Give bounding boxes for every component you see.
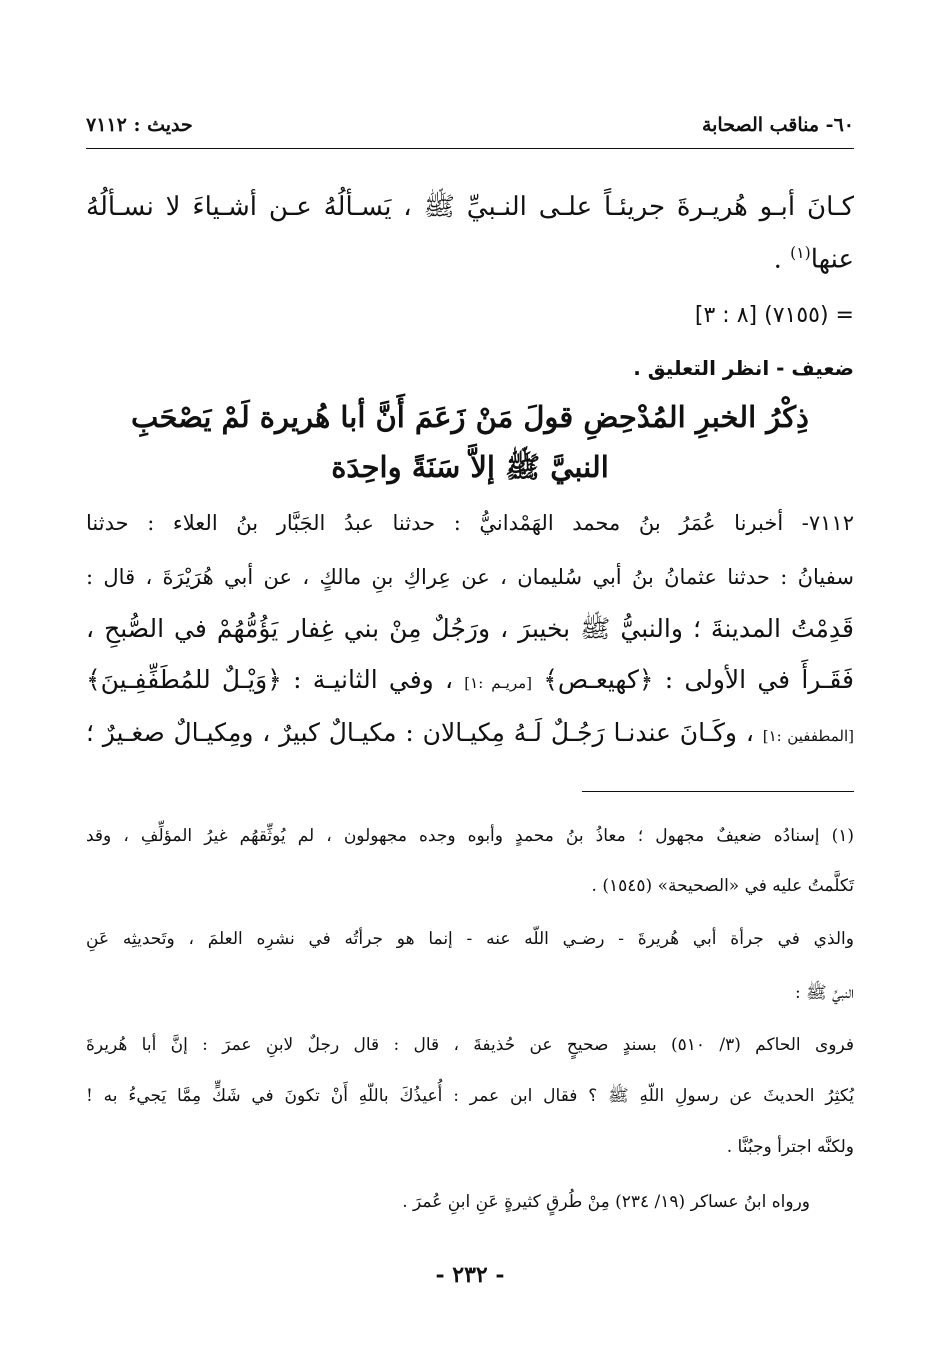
prev-hadith-end: . bbox=[773, 244, 791, 275]
prev-hadith-line-1: كـانَ أبـو هُريـرةَ جريئـاً علـى النـبيِّ ﷺ ، يَسـألُهُ عـن أشـياءَ لا نسـألُهُ bbox=[86, 192, 854, 222]
matn-line-2 bbox=[86, 665, 854, 694]
footnote-marker: (١) bbox=[790, 244, 811, 262]
isnad-line-2: سفيانُ : حدثنا عثمانُ بنُ أبي سُليمان ، عن عِراكِ بنِ مالكٍ ، عن أبي هُرَيْرَةَ ، قال : bbox=[86, 565, 854, 589]
matn-text-c: ، وكَـانَ عندنـا رَجُـلٌ لَـهُ مِكيـالان : مكيـالٌ كبيرٌ ، ومِكيـالٌ صغـيرٌ ؛ bbox=[86, 718, 763, 747]
quran-ref-mutaffifin: [المطففين :١] bbox=[762, 727, 854, 745]
footnote-para-3-line-3: ولكنَّه اجترأ وجبُنَّا . bbox=[726, 1137, 854, 1157]
prev-hadith-line-2 bbox=[86, 244, 854, 275]
footnote-1-line-2: تَكلَّمتُ عليه في «الصحيحة» (١٥٤٥) . bbox=[591, 876, 854, 896]
matn-line-3 bbox=[86, 718, 854, 747]
hadith-reference: حديث : ٧١١٢ bbox=[86, 114, 193, 136]
matn-text-a: فَقَـرأَ في الأولى : ﴿كهيعـص﴾ bbox=[532, 665, 854, 694]
chapter-title-line-2: النبيَّ ﷺ إلاَّ سَنَةً واحِدَة bbox=[331, 450, 609, 484]
cross-reference: = (٧١٥٥) [٨ : ٣] bbox=[694, 303, 854, 328]
running-header bbox=[86, 108, 854, 149]
footnote-separator bbox=[582, 791, 854, 792]
footnote-1-line-1: (١) إسنادُه ضعيفٌ مجهول ؛ معاذُ بنُ محمدٍ وأبوه وجده مجهولون ، لم يُوثِّقهُم غيرُ المؤلِّفِ ، وقد bbox=[86, 826, 854, 846]
quran-ref-maryam: [مريـم :١] bbox=[464, 674, 532, 692]
hadith-grade: ضعيف - انظر التعليق . bbox=[633, 356, 854, 380]
page-number: - ٢٣٢ - bbox=[435, 1262, 505, 1288]
chapter-title-line-1: ذِكْرُ الخبرِ المُدْحِضِ قولَ مَنْ زَعَمَ أَنَّ أبا هُريرة لَمْ يَصْحَبِ bbox=[131, 400, 809, 434]
footnote-para-3-line-2: يُكثِرُ الحديثَ عن رسولِ اللّهِ ﷺ ؟ فقال ابن عمر : أُعيذُكَ باللّهِ أَنْ تكونَ في شَكٍّ مِمَّا يَجيءُ به ! bbox=[86, 1086, 854, 1106]
prev-hadith-text: عنها bbox=[810, 244, 854, 275]
footnote-para-2-line-1: والذي في جرأة أبي هُريرةَ - رضـي اللّه عنه - إنما هو جرأتُه في نشرِه العلمَ ، وتَحديثِه عَنِ bbox=[86, 929, 854, 949]
matn-text-b: ، وفي الثانيـة : ﴿وَيْـلٌ للمُطَفِّفِـينَ﴾ bbox=[86, 665, 465, 694]
footnote-para-4-line-1: ورواه ابنُ عساكر (١٩/ ٢٣٤) مِنْ طُرقٍ كثيرةٍ عَنِ ابنِ عُمرَ . bbox=[402, 1192, 810, 1212]
footnote-para-2-line-2: النبيِّ ﷺ : bbox=[795, 983, 854, 1003]
footnote-para-3-line-1: فروى الحاكم (٣/ ٥١٠) بسندٍ صحيحٍ عن حُذيفةَ ، قال : قال رجلٌ لابنِ عمرَ : إنَّ أبا هُريرةَ bbox=[86, 1035, 854, 1055]
matn-line-1: قَدِمْتُ المدينةَ ؛ والنبيُّ ﷺ بخيبرَ ، ورَجُلٌ مِنْ بني غِفار يَؤُمُّهُمْ في الصُّبحِ ، bbox=[86, 614, 854, 643]
isnad-line-1: ٧١١٢- أخبرنا عُمَرُ بنُ محمد الهَمْدانيُّ : حدثنا عبدُ الجَبَّار بنُ العلاء : حدثنا bbox=[86, 511, 854, 535]
section-title: ٦٠- مناقب الصحابة bbox=[701, 114, 854, 136]
